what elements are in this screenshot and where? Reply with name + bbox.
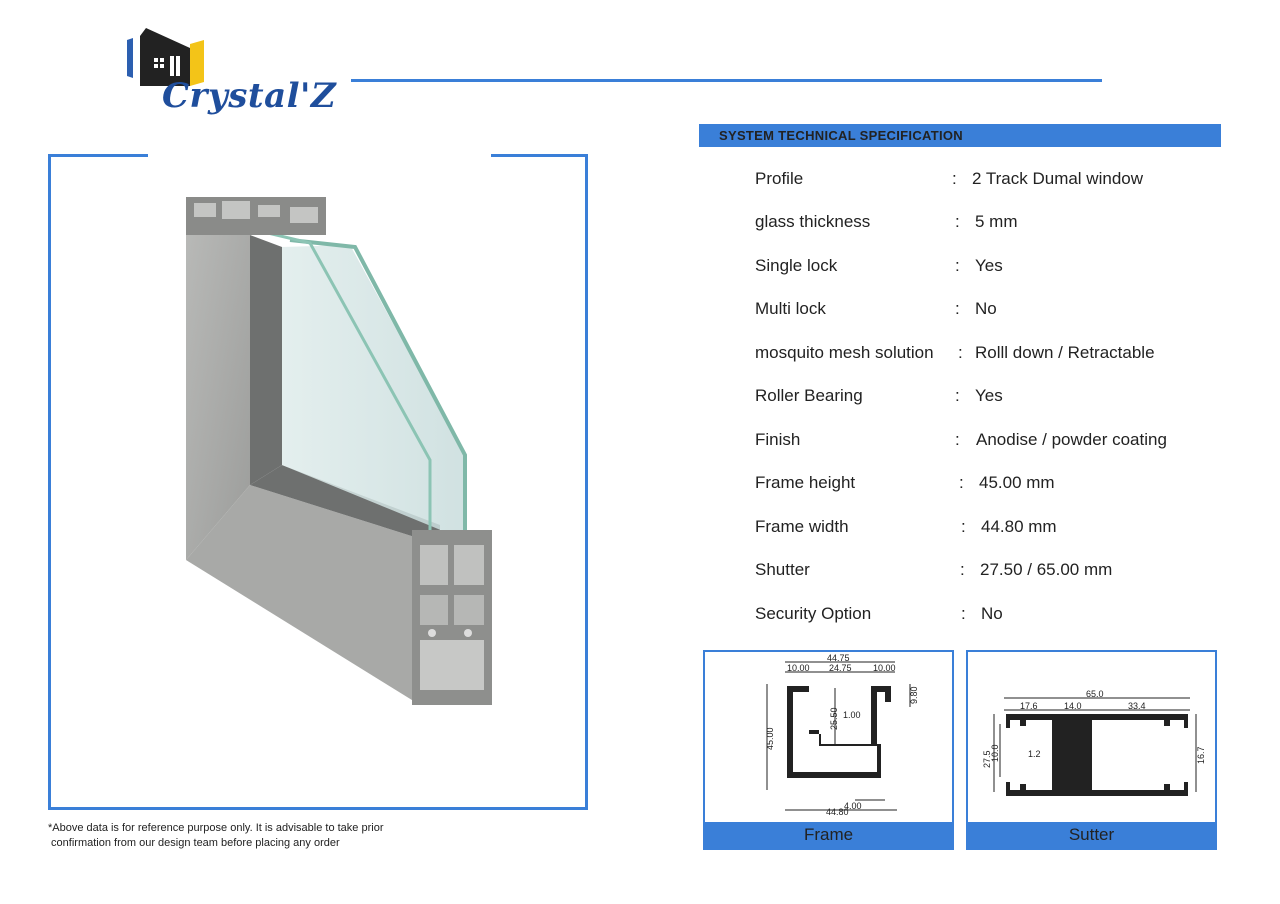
spec-heading: SYSTEM TECHNICAL SPECIFICATION [719, 128, 963, 143]
svg-text:1.2: 1.2 [1028, 749, 1041, 759]
svg-text:33.4: 33.4 [1128, 701, 1146, 711]
disclaimer-note [48, 821, 383, 851]
spec-label: mosquito mesh solution [755, 343, 934, 362]
svg-text:24.75: 24.75 [829, 663, 852, 673]
spec-label: Security Option [755, 604, 872, 623]
sutter-profile-diagram [968, 652, 1215, 822]
spec-value: 44.80 mm [981, 517, 1057, 536]
frame-section-drawing [703, 650, 954, 850]
svg-text:10.00: 10.00 [873, 663, 896, 673]
spec-label: Shutter [755, 560, 810, 579]
svg-text:10.0: 10.0 [990, 744, 1000, 762]
frame-profile-diagram [705, 652, 952, 822]
disclaimer-line-2: confirmation from our design team before placing any order [48, 837, 340, 849]
svg-text:27.5: 27.5 [982, 750, 992, 768]
brand-name: Crystal'Z [162, 76, 337, 116]
svg-text:65.0: 65.0 [1086, 689, 1104, 699]
spec-value: 45.00 mm [979, 473, 1055, 492]
svg-text:4.00: 4.00 [844, 801, 862, 811]
svg-text:45.00: 45.00 [765, 727, 775, 750]
spec-label: Profile [755, 169, 804, 188]
spec-value: 27.50 / 65.00 mm [980, 560, 1113, 579]
svg-text:25.50: 25.50 [829, 707, 839, 730]
svg-text:44.80: 44.80 [826, 807, 849, 817]
spec-label: Frame height [755, 473, 856, 492]
header-divider [351, 79, 1102, 82]
svg-text:10.00: 10.00 [787, 663, 810, 673]
spec-value: 5 mm [975, 212, 1018, 231]
svg-text:44.75: 44.75 [827, 653, 850, 663]
spec-value: 2 Track Dumal window [972, 169, 1144, 188]
sutter-caption: Sutter [968, 822, 1215, 848]
spec-label: Frame width [755, 517, 849, 536]
spec-value: Rolll down / Retractable [975, 343, 1155, 362]
spec-label: Multi lock [755, 299, 826, 318]
spec-value: No [981, 604, 1003, 623]
svg-text:14.0: 14.0 [1064, 701, 1082, 711]
frame-caption: Frame [705, 822, 952, 848]
spec-heading-bar [699, 124, 1221, 147]
svg-text:16.7: 16.7 [1196, 746, 1206, 764]
svg-text:1.00: 1.00 [843, 710, 861, 720]
sutter-section-drawing [966, 650, 1217, 850]
spec-value: Yes [975, 386, 1003, 405]
spec-label: glass thickness [755, 212, 871, 231]
window-profile-photo [150, 185, 530, 715]
svg-text:9.80: 9.80 [909, 686, 919, 704]
spec-label: Roller Bearing [755, 386, 863, 405]
spec-value: Anodise / powder coating [976, 430, 1167, 449]
spec-label: Single lock [755, 256, 838, 275]
svg-text:17.6: 17.6 [1020, 701, 1038, 711]
spec-label: Finish [755, 430, 801, 449]
spec-value: Yes [975, 256, 1003, 275]
spec-value: No [975, 299, 997, 318]
disclaimer-line-1: *Above data is for reference purpose only. It is advisable to take prior [48, 822, 384, 834]
